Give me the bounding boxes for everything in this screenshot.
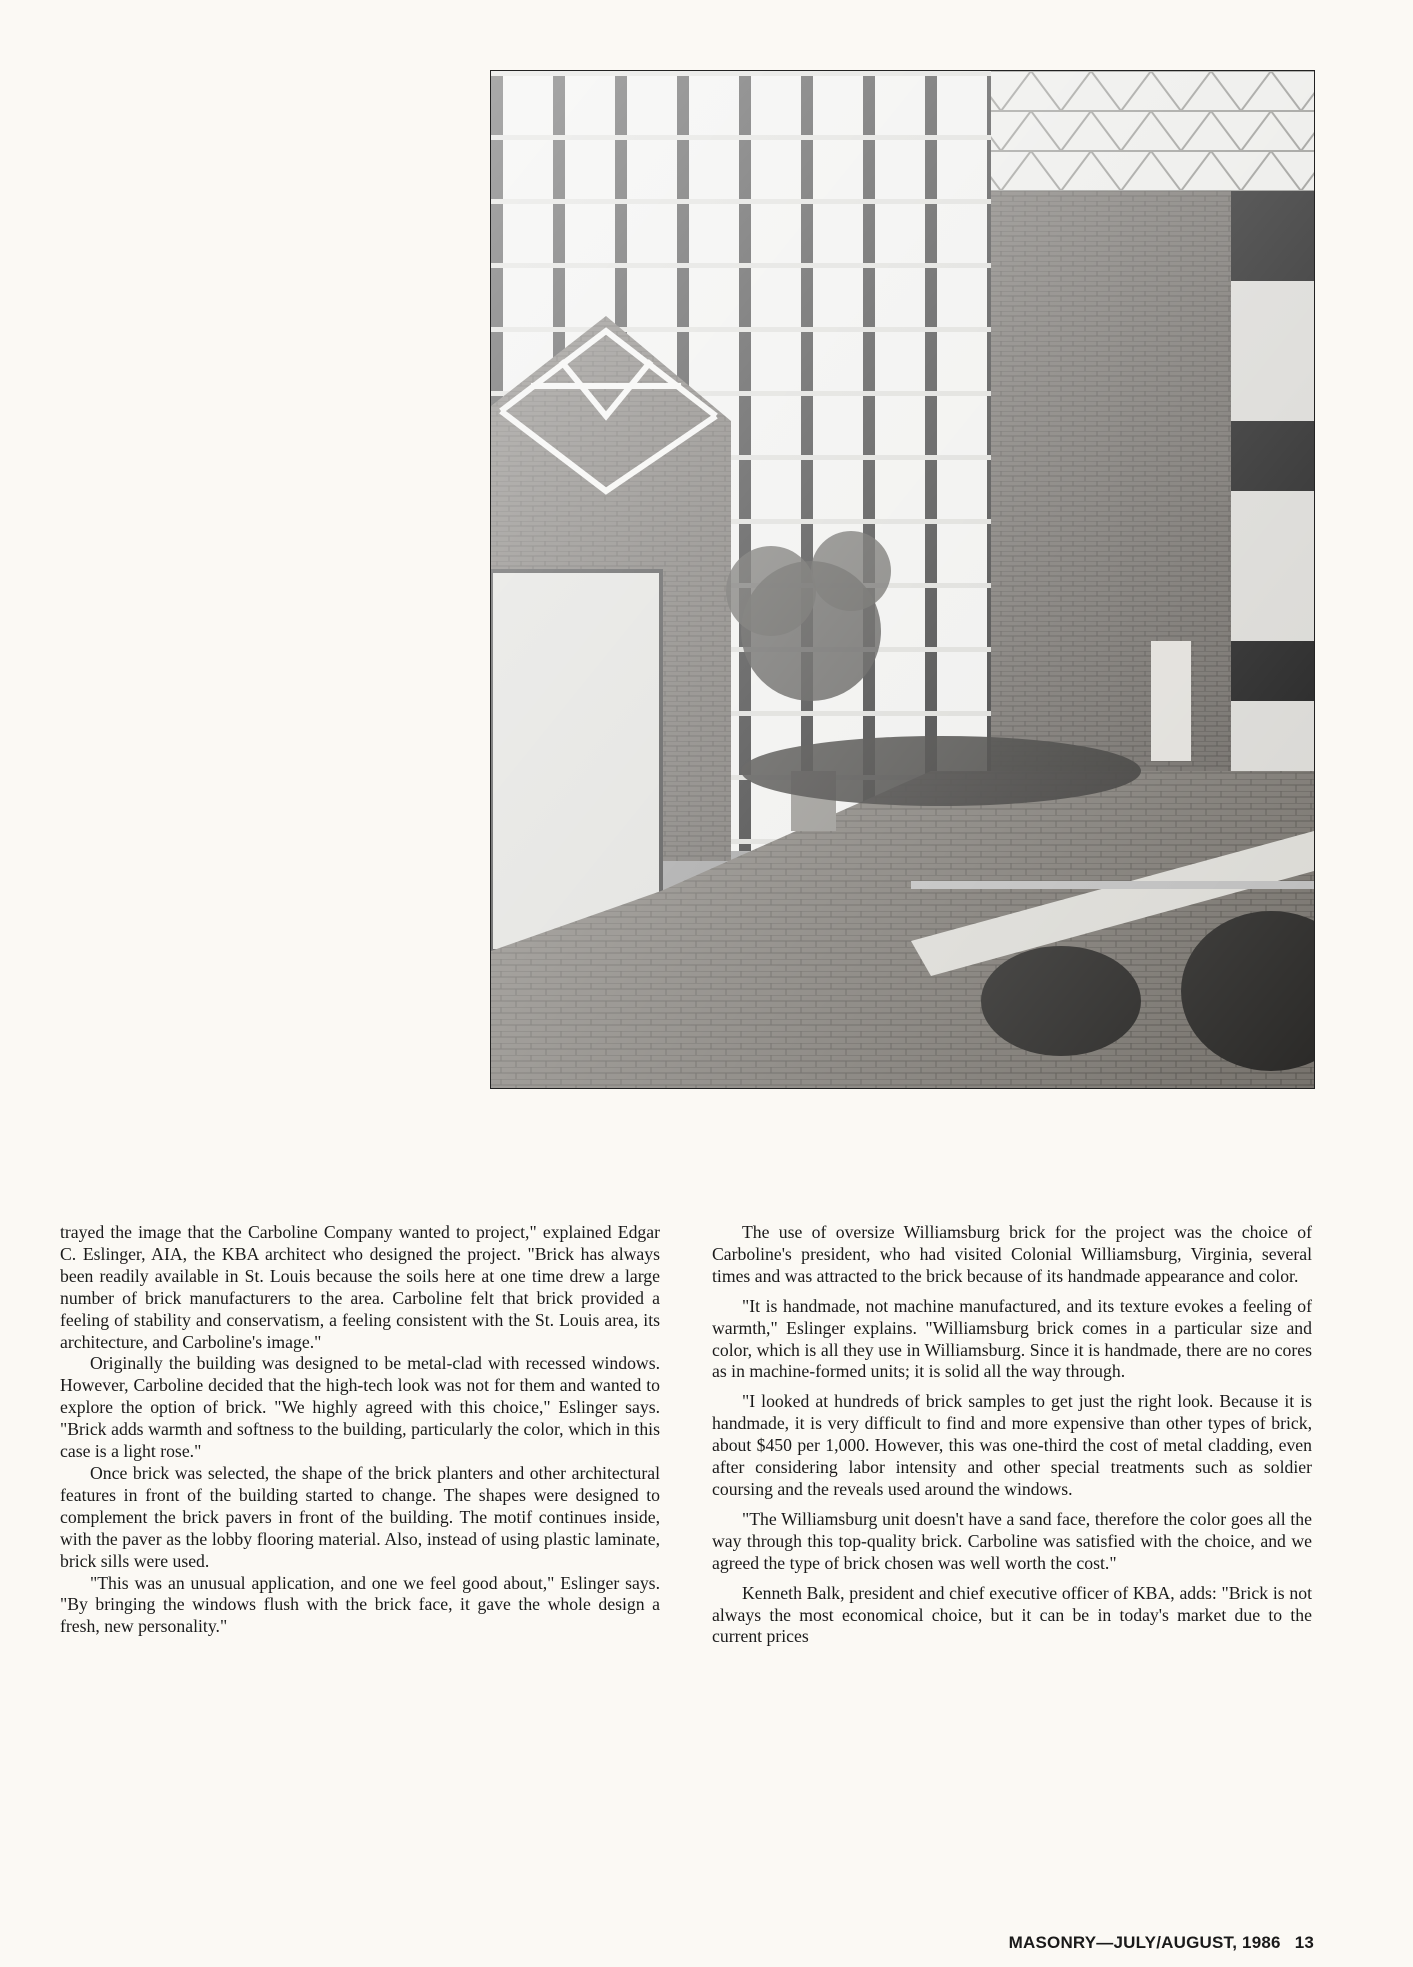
paragraph: trayed the image that the Carboline Company wanted to project," explained Edgar C. Eslinger, AIA, the KBA architect who designed the project. "Brick has always been readily available in St. Louis because the soils here at one time drew a large number of brick manufacturers to the area. Carboline felt that brick provided a feeling of stability and conservatism, a feeling consistent with the St. Louis area, its architecture, and Carboline's image." xyxy=(60,1222,660,1352)
paragraph: Kenneth Balk, president and chief executive officer of KBA, adds: "Brick is not always the most economical choice, but it can be in today's market due to the current prices xyxy=(712,1582,1312,1647)
paragraph: "The Williamsburg unit doesn't have a sand face, therefore the color goes all the way through this top-quality brick. Carboline was satisfied with the choice, and we agreed the type of brick chosen was well worth the cost." xyxy=(712,1508,1312,1573)
left-text-column xyxy=(60,1222,660,1638)
page-footer xyxy=(1009,1933,1314,1953)
paragraph: Originally the building was designed to be metal-clad with recessed windows. However, Carboline decided that the high-tech look was not for them and wanted to explore the option of brick. "We highly agreed with this choice," Eslinger says. "Brick adds warmth and softness to the building, particularly the color, which in this case is a light rose." xyxy=(60,1353,660,1462)
paragraph: "I looked at hundreds of brick samples to get just the right look. Because it is handmade, it is very difficult to find and more expensive than other types of brick, about $450 per 1,000. However, this was one-third the cost of metal cladding, even after considering labor intensity and other special treatments such as soldier coursing and the reveals used around the windows. xyxy=(712,1391,1312,1499)
page-number: 13 xyxy=(1294,1933,1314,1952)
paragraph: "It is handmade, not machine manufactured, and its texture evokes a feeling of warmth," Eslinger explains. "Williamsburg brick comes in a particular size and color, which is all they use in Williamsburg. Since it is handmade, there are no cores as in machine-formed units; it is solid all the way through. xyxy=(712,1295,1312,1382)
paragraph: The use of oversize Williamsburg brick for the project was the choice of Carboline's president, who had visited Colonial Williamsburg, Virginia, several times and was attracted to the brick because of its handmade appearance and color. xyxy=(712,1222,1312,1286)
publication-line: MASONRY—JULY/AUGUST, 1986 xyxy=(1008,1933,1281,1952)
paragraph: Once brick was selected, the shape of the brick planters and other architectural features in front of the building started to change. The shapes were designed to complement the brick pavers in front of the building. The motif continues inside, with the paver as the lobby flooring material. Also, instead of using plastic laminate, brick sills were used. xyxy=(60,1462,660,1571)
paragraph: "This was an unusual application, and one we feel good about," Eslinger says. "By bringing the windows flush with the brick face, it gave the whole design a fresh, new personality." xyxy=(60,1572,660,1637)
atrium-photo xyxy=(490,70,1315,1089)
right-text-column xyxy=(712,1222,1312,1648)
